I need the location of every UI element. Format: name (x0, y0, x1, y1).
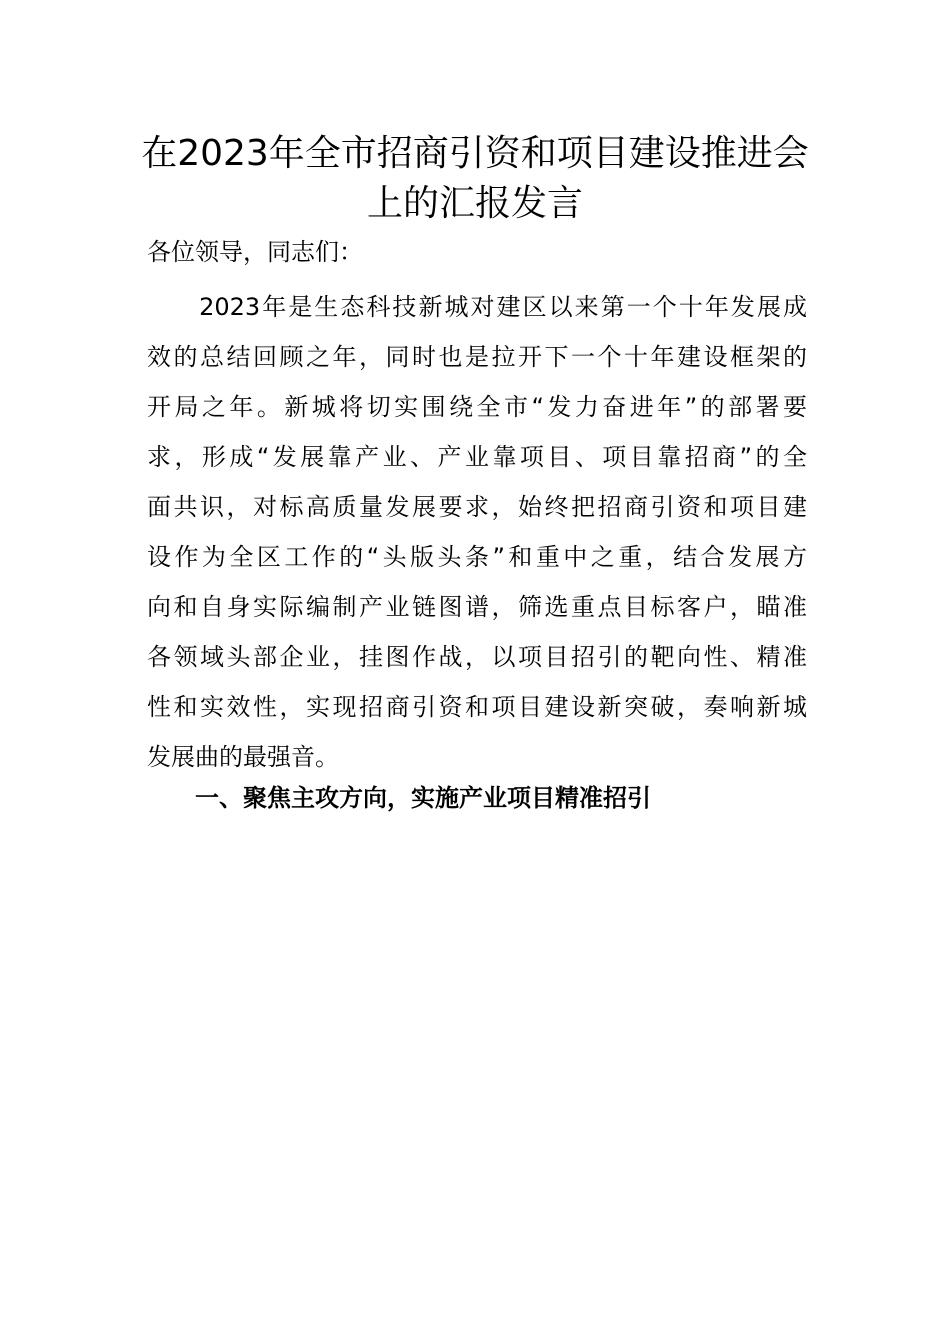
paragraph-line: 开局之年。新城将切实围绕全市“发力奋进年”的部署要 (147, 393, 807, 421)
paragraph-line: 设作为全区工作的“头版头条”和重中之重，结合发展方 (147, 543, 807, 571)
document-title-line-2: 上的汇报发言 (366, 183, 583, 224)
document-title-line-1: 在2023年全市招商引资和项目建设推进会 (141, 133, 809, 174)
paragraph-line: 求，形成“发展靠产业、产业靠项目、项目靠招商”的全 (147, 443, 807, 471)
body-paragraph (147, 282, 807, 782)
paragraph-line: 面共识，对标高质量发展要求，始终把招商引资和项目建 (147, 493, 807, 521)
section-heading: 一、聚焦主攻方向，实施产业项目精准招引 (195, 784, 651, 812)
paragraph-line: 发展曲的最强音。 (147, 743, 339, 771)
salutation: 各位领导，同志们： (147, 238, 363, 266)
paragraph-line: 2023年是生态科技新城对建区以来第一个十年发展成 (147, 293, 807, 321)
paragraph-line: 效的总结回顾之年，同时也是拉开下一个十年建设框架的 (147, 343, 807, 371)
paragraph-line: 向和自身实际编制产业链图谱，筛选重点目标客户，瞄准 (147, 593, 807, 621)
paragraph-line: 各领域头部企业，挂图作战，以项目招引的靶向性、精准 (147, 643, 807, 671)
paragraph-line: 性和实效性，实现招商引资和项目建设新突破，奏响新城 (147, 693, 807, 721)
